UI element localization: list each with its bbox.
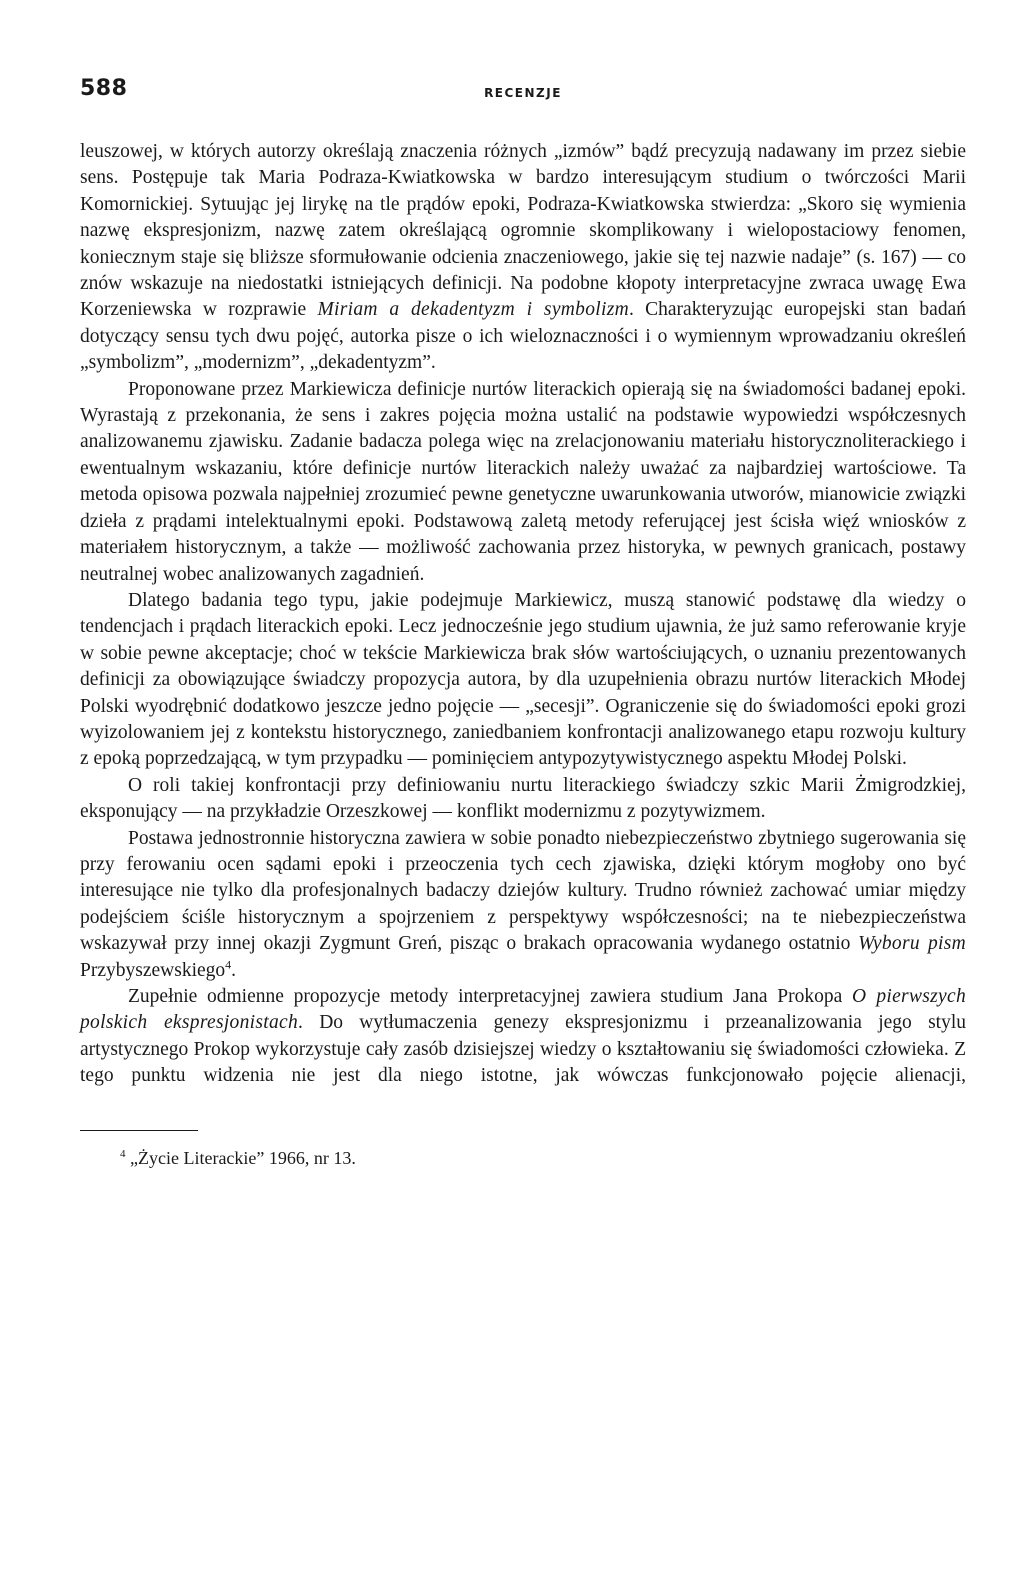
paragraph-1-text-a: leuszowej, w których autorzy określają znaczenia różnych „izmów” bądź precyzują nadawany im przez siebie sens. Postępuje tak Maria Podraza-Kwiatkowska w bardzo interesującym studium o twórczości Marii Komornickiej. Sytuując jej lirykę na tle prądów epoki, Podraza-Kwiatkowska stwierdza: „Skoro się wymienia nazwę ekspresjonizm, nazwę zatem określającą ogromnie skomplikowany i wielopostaciowy fenomen, koniecznym staje się bliższe sformułowanie odcienia znaczeniowego, jakie się tej nazwie nadaje” (s. 167) — co znów wskazuje na niedostatki istniejących definicji. Na podobne kłopoty interpretacyjne zwraca uwagę Ewa Korzeniewska w rozprawie [80, 141, 966, 321]
paragraph-2: Proponowane przez Markiewicza definicje nurtów literackich opierają się na świadomości badanej epoki. Wyrastają z przekonania, że sens i zakres pojęcia można ustalić na podstawie wypowiedzi współczesnych analizowanemu zjawisku. Zadanie badacza polega więc na zrelacjonowaniu materiału historycznoliterackiego i ewentualnym wskazaniu, które definicje nurtów literackich należy uważać za najbardziej wartościowe. Ta metoda opisowa pozwala najpełniej zrozumieć pewne genetyczne uwarunkowania utworów, mianowicie związki dzieła z prądami intelektualnymi epoki. Podstawową zaletą metody referującej jest ścisła więź wniosków z materiałem historycznym, a także — możliwość zachowania przez historyka, w pewnych granicach, postawy neutralnej wobec analizowanych zagadnień. [80, 378, 966, 585]
work-title-wybor-pism: Wyboru pism [858, 933, 966, 955]
footnote-reference: 4 [225, 957, 232, 972]
footnote-rule [80, 1130, 198, 1131]
paragraph-1 [80, 139, 966, 377]
footnote-text: „Życie Literackie” 1966, nr 13. [130, 1147, 356, 1168]
page-number: 588 [80, 76, 128, 101]
paragraph-5 [80, 826, 966, 984]
paragraph-5-text-b: Przybyszewskiego [80, 959, 226, 981]
body-text [80, 139, 966, 1090]
paragraph-3: Dlatego badania tego typu, jakie podejmuje Markiewicz, muszą stanowić podstawę dla wiedzy o tendencjach i prądach literackich epoki. Lecz jednocześnie jego studium ujawnia, że już samo referowanie kryje w sobie pewne akceptacje; choć w tekście Markiewicza brak słów wartościujących, o uznaniu prezentowanych definicji za obowiązujące świadczy propozycja autora, by dla uzupełnienia obrazu nurtów literackich Młodej Polski wyodrębnić dodatkowo jeszcze jedno pojęcie — „secesji”. Ograniczenie się do świadomości epoki grozi wyizolowaniem jej z kontekstu historycznego, zaniedbaniem konfrontacji analizowanego etapu rozwoju kultury z epoką poprzedzającą, w tym przypadku — pominięciem antypozytywistycznego aspektu Młodej Polski. [80, 589, 966, 770]
running-head: RECENZJE [484, 86, 562, 100]
paragraph-5-text-c: . [231, 959, 237, 981]
work-title-miriam: Miriam a dekadentyzm i symbolizm [317, 299, 629, 321]
paragraph-6-text-b: . Do wytłumaczenia genezy ekspresjonizmu i przeanalizowania jego stylu artystycznego Prokop wykorzystuje cały zasób dzisiejszej wiedzy o kształtowaniu się świadomości człowieka. Z tego punktu widzenia nie jest dla niego istotne, jak wówczas funkcjonowało pojęcie alienacji, [80, 1012, 966, 1087]
paragraph-5-text-a: Postawa jednostronnie historyczna zawiera w sobie ponadto niebezpieczeństwo zbytniego sugerowania się przy ferowaniu ocen sądami epoki i przeoczenia tych cech zjawiska, dzięki którym mogłoby ono być interesujące nie tylko dla profesjonalnych badaczy dziejów kultury. Trudno również zachować umiar między podejściem ściśle historycznym a spojrzeniem z perspektywy współczesności; na te niebezpieczeństwa wskazywał przy innej okazji Zygmunt Greń, pisząc o brakach opracowania wydanego ostatnio [80, 827, 966, 955]
paragraph-1-text-b: . Charakteryzując europejski stan badań dotyczący sensu tych dwu pojęć, autorka pisze o ich wieloznaczności i o wymiennym wprowadzaniu określeń „symbolizm”, „modernizm”, „dekadentyzm”. [80, 299, 966, 374]
work-title-o-pierwszych: O pierwszych polskich ekspresjonistach [80, 986, 966, 1034]
page-header [80, 72, 966, 112]
footnote [120, 1147, 966, 1169]
footnote-marker: 4 [120, 1147, 126, 1160]
paragraph-6 [80, 984, 966, 1090]
paragraph-6-text-a: Zupełnie odmienne propozycje metody interpretacyjnej zawiera studium Jana Prokopa [128, 986, 852, 1007]
page [80, 72, 966, 1169]
paragraph-4: O roli takiej konfrontacji przy definiowaniu nurtu literackiego świadczy szkic Marii Żmigrodzkiej, eksponujący — na przykładzie Orzeszkowej — konflikt modernizmu z pozytywizmem. [80, 774, 966, 823]
